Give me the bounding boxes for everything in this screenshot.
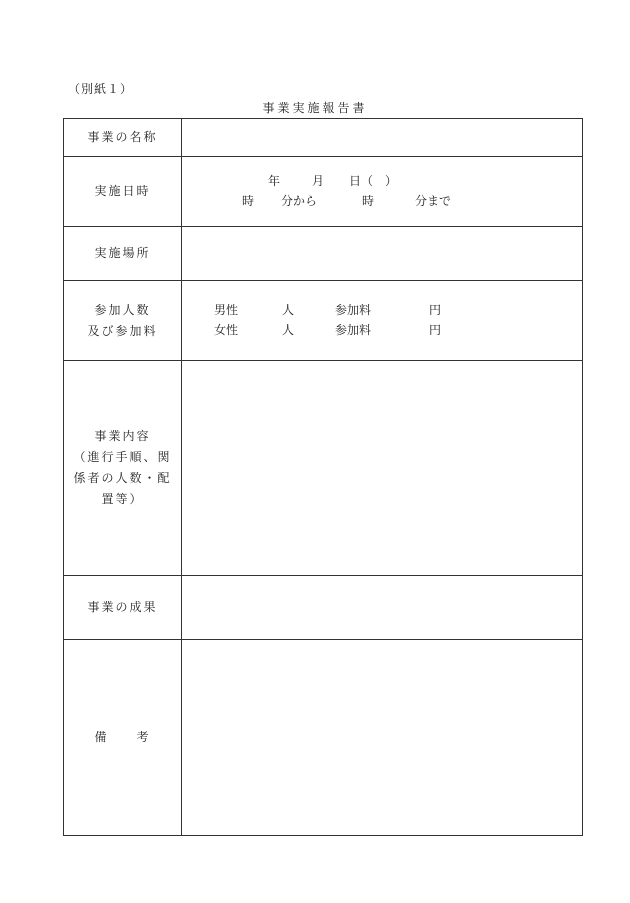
field-participants[interactable]	[182, 281, 583, 361]
female-person-unit: 人	[282, 322, 295, 337]
attachment-label: （別紙１）	[68, 82, 134, 96]
female-line	[182, 321, 582, 341]
row-project-name	[64, 119, 583, 157]
document-title: 事業実施報告書	[262, 101, 368, 115]
row-datetime	[64, 157, 583, 227]
field-project-name[interactable]	[182, 119, 583, 157]
minute-to-unit: 分まで	[415, 193, 452, 208]
label-content-line2: （進行手順、関	[73, 450, 172, 464]
day-weekday-unit: 日（ ）	[349, 173, 398, 188]
label-content-line4: 置等）	[101, 492, 144, 506]
label-participants-line2: 及び参加料	[87, 323, 158, 338]
label-participants	[64, 281, 182, 361]
label-place: 実施場所	[64, 227, 182, 281]
field-datetime[interactable]	[182, 157, 583, 227]
hour-to-unit: 時	[362, 193, 375, 208]
male-line	[182, 301, 582, 321]
date-line	[182, 172, 582, 192]
row-result	[64, 576, 583, 640]
hour-from-unit: 時	[242, 193, 255, 208]
label-content-line1: 事業内容	[94, 429, 151, 443]
label-notes-char-b: 考	[136, 730, 151, 744]
male-yen-unit: 円	[429, 302, 442, 317]
label-result: 事業の成果	[64, 576, 182, 640]
female-label: 女性	[214, 322, 239, 337]
row-participants	[64, 281, 583, 361]
label-participants-line1: 参加人数	[94, 302, 151, 317]
time-line	[182, 192, 582, 212]
row-content	[64, 361, 583, 576]
row-notes	[64, 640, 583, 836]
male-label: 男性	[214, 302, 239, 317]
label-notes	[64, 640, 182, 836]
female-yen-unit: 円	[429, 322, 442, 337]
field-result[interactable]	[182, 576, 583, 640]
row-place	[64, 227, 583, 281]
male-fee-label: 参加料	[335, 302, 372, 317]
female-fee-label: 参加料	[335, 322, 372, 337]
field-content[interactable]	[182, 361, 583, 576]
minute-from-unit: 分から	[281, 193, 318, 208]
label-project-name: 事業の名称	[64, 119, 182, 157]
field-notes[interactable]	[182, 640, 583, 836]
month-unit: 月	[312, 173, 325, 188]
label-datetime: 実施日時	[64, 157, 182, 227]
label-content	[64, 361, 182, 576]
label-content-line3: 係者の人数・配	[73, 471, 172, 485]
year-unit: 年	[268, 173, 281, 188]
report-form-table	[63, 118, 583, 836]
male-person-unit: 人	[282, 302, 295, 317]
field-place[interactable]	[182, 227, 583, 281]
label-notes-char-a: 備	[94, 730, 109, 744]
